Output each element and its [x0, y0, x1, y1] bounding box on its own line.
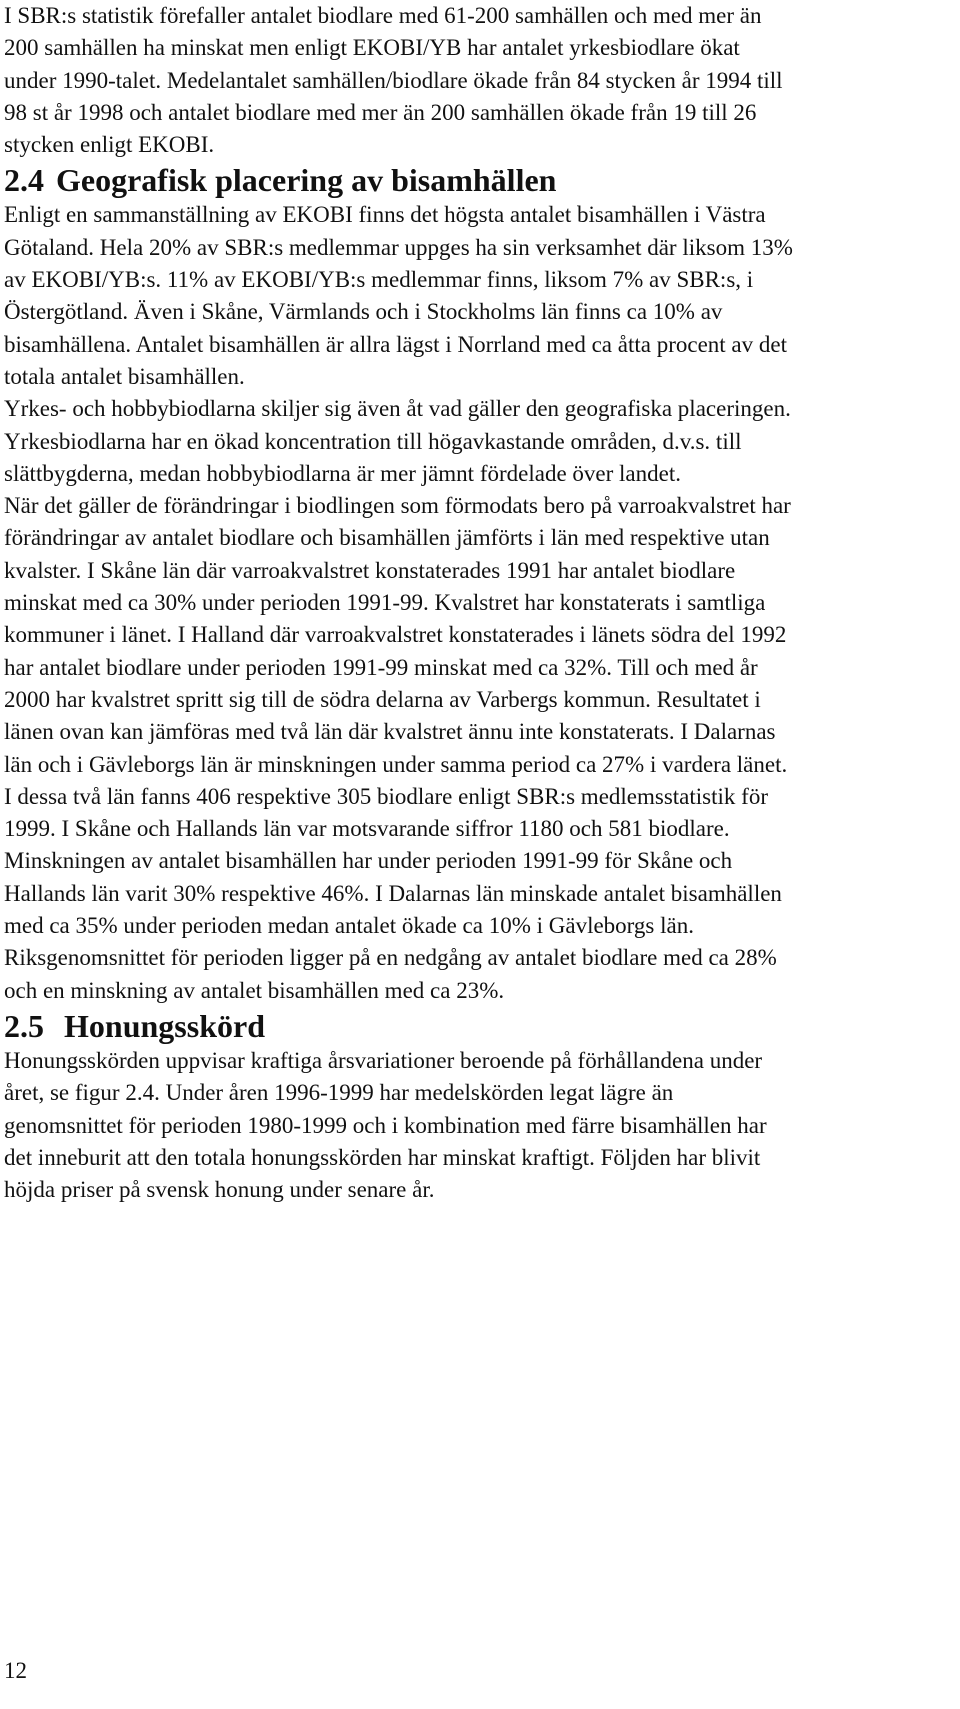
- text-line: Yrkes- och hobbybiodlarna skiljer sig även åt vad gäller den geografiska placeringen.: [4, 396, 791, 422]
- text-line: När det gäller de förändringar i biodlingen som förmodats bero på varroakvalstret har: [4, 493, 791, 519]
- text-column: [4, 0, 956, 1206]
- page-number: 12: [4, 1658, 27, 1683]
- text-line: Yrkesbiodlarna har en ökad koncentration till högavkastande områden, d.v.s. till: [4, 428, 742, 454]
- text-line: bisamhällena. Antalet bisamhällen är allra lägst i Norrland med ca åtta procent av det: [4, 331, 787, 357]
- section-2-4-paragraph-3: [4, 490, 956, 1007]
- text-line: Honungsskörden uppvisar kraftiga årsvariationer beroende på förhållandena under: [4, 1047, 763, 1073]
- section-title: Honungsskörd: [64, 1007, 265, 1044]
- intro-paragraph: [4, 0, 956, 161]
- text-line: länen ovan kan jämföras med två län där kvalstret ännu inte konstaterats. I Dalarnas: [4, 719, 776, 745]
- text-line: med ca 35% under perioden medan antalet ökade ca 10% i Gävleborgs län.: [4, 913, 694, 939]
- section-number: 2.5: [4, 1007, 44, 1044]
- text-line: totala antalet bisamhällen.: [4, 363, 245, 389]
- section-number: 2.4: [4, 162, 44, 199]
- text-line: I dessa två län fanns 406 respektive 305 biodlare enligt SBR:s medlemsstatistik för: [4, 783, 768, 809]
- text-line: 200 samhällen ha minskat men enligt EKOBI/YB har antalet yrkesbiodlare ökat: [4, 35, 740, 61]
- text-line: höjda priser på svensk honung under senare år.: [4, 1177, 435, 1203]
- text-line: Minskningen av antalet bisamhällen har under perioden 1991-99 för Skåne och: [4, 848, 733, 874]
- text-line: Riksgenomsnittet för perioden ligger på en nedgång av antalet biodlare med ca 28%: [4, 945, 777, 971]
- text-line: under 1990-talet. Medelantalet samhällen/biodlare ökade från 84 stycken år 1994 till: [4, 67, 783, 93]
- text-line: det inneburit att den totala honungsskörden har minskat kraftigt. Följden har blivit: [4, 1144, 761, 1170]
- text-line: och en minskning av antalet bisamhällen med ca 23%.: [4, 977, 505, 1003]
- section-title: Geografisk placering av bisamhällen: [56, 162, 557, 199]
- section-2-4-paragraph-2: [4, 393, 956, 490]
- text-line: I SBR:s statistik förefaller antalet biodlare med 61-200 samhällen och med mer än: [4, 3, 762, 28]
- text-line: Enligt en sammanställning av EKOBI finns det högsta antalet bisamhällen i Västra: [4, 202, 766, 228]
- section-heading-2-4: [4, 161, 956, 199]
- section-heading-2-5: [4, 1007, 956, 1045]
- text-line: 2000 har kvalstret spritt sig till de södra delarna av Varbergs kommun. Resultatet i: [4, 686, 761, 712]
- text-line: minskat med ca 30% under perioden 1991-99. Kvalstret har konstaterats i samtliga: [4, 590, 766, 616]
- text-line: kommuner i länet. I Halland där varroakvalstret konstaterades i länets södra del 1992: [4, 622, 787, 648]
- text-line: Hallands län varit 30% respektive 46%. I Dalarnas län minskade antalet bisamhällen: [4, 880, 782, 906]
- text-line: 1999. I Skåne och Hallands län var motsvarande siffror 1180 och 581 biodlare.: [4, 816, 730, 842]
- text-line: kvalster. I Skåne län där varroakvalstret konstaterades 1991 har antalet biodlare: [4, 557, 736, 583]
- text-line: slättbygderna, medan hobbybiodlarna är mer jämnt fördelade över landet.: [4, 460, 681, 486]
- text-line: Götaland. Hela 20% av SBR:s medlemmar uppges ha sin verksamhet där liksom 13%: [4, 234, 793, 260]
- text-line: genomsnittet för perioden 1980-1999 och i kombination med färre bisamhällen har: [4, 1112, 767, 1138]
- section-2-4-paragraph-1: [4, 199, 956, 393]
- text-line: förändringar av antalet biodlare och bisamhällen jämförts i län med respektive utan: [4, 525, 770, 551]
- text-line: av EKOBI/YB:s. 11% av EKOBI/YB:s medlemmar finns, liksom 7% av SBR:s, i: [4, 267, 754, 293]
- text-line: Östergötland. Även i Skåne, Värmlands och i Stockholms län finns ca 10% av: [4, 299, 723, 325]
- text-line: året, se figur 2.4. Under åren 1996-1999 har medelskörden legat lägre än: [4, 1080, 674, 1106]
- text-line: län och i Gävleborgs län är minskningen under samma period ca 27% i vardera länet.: [4, 751, 788, 777]
- section-2-5-paragraph-1: [4, 1045, 956, 1206]
- text-line: har antalet biodlare under perioden 1991-99 minskat med ca 32%. Till och med år: [4, 654, 758, 680]
- text-line: 98 st år 1998 och antalet biodlare med mer än 200 samhällen ökade från 19 till 26: [4, 99, 757, 125]
- text-line: stycken enligt EKOBI.: [4, 132, 215, 158]
